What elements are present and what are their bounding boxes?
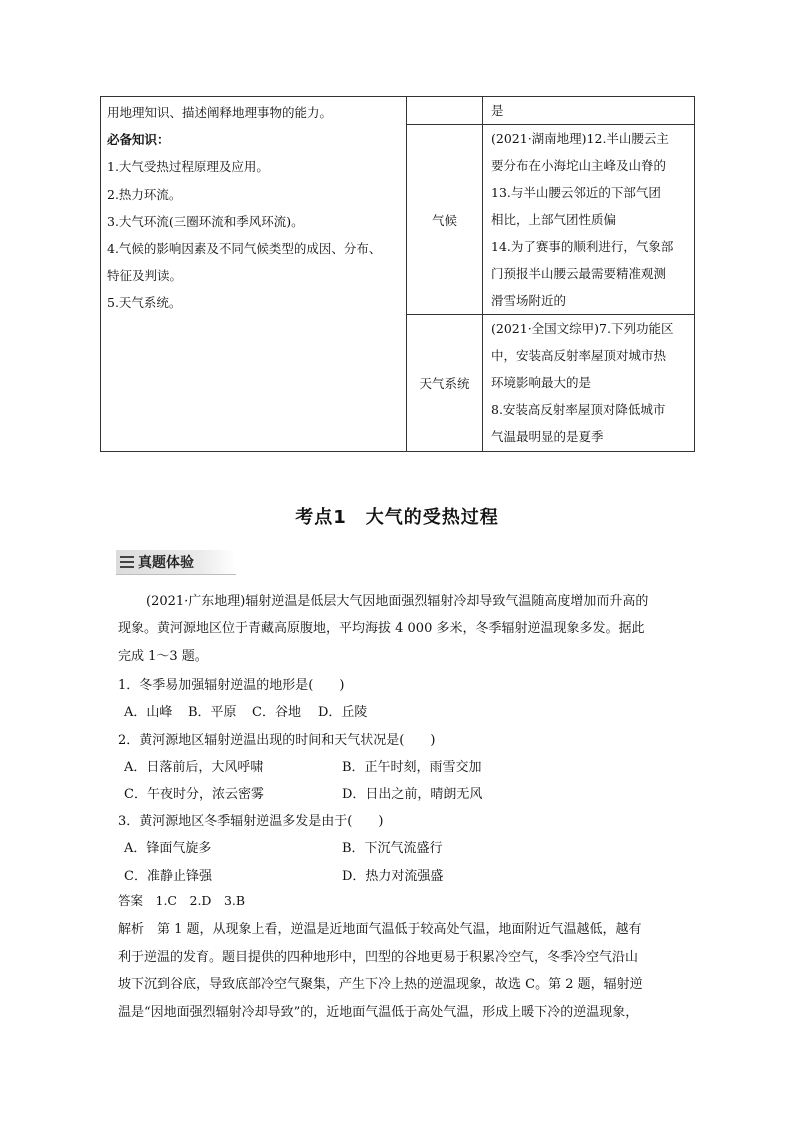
section-banner <box>116 550 236 575</box>
requirement-line: 2.热力环流。 <box>107 186 182 202</box>
intro-line: 现象。黄河源地区位于青藏高原腹地，平均海拔 4 000 多米，冬季辐射逆温现象多发。据此 <box>118 621 645 636</box>
exam-cell <box>483 97 695 125</box>
analysis-line: 解析 第 1 题，从现象上看，逆温是近地面气温低于较高处气温，地面附近气温越低，越有 <box>118 922 642 937</box>
requirement-line: 3.大气环流(三圈环流和季风环流)。 <box>107 213 304 229</box>
intro-line: (2021·广东地理)辐射逆温是低层大气因地面强烈辐射冷却导致气温随高度增加而升高的 <box>146 594 649 609</box>
analysis-line: 温是“因地面强烈辐射冷却导致”的，近地面气温低于高处气温，形成上暖下冷的逆温现象， <box>118 1005 639 1020</box>
exam-line: (2021·湖南地理)12.半山腰云主 <box>491 131 669 146</box>
answer-line: 答案 1.C 2.D 3.B <box>118 893 246 908</box>
exam-line: 门预报半山腰云最需要精准观测 <box>491 266 667 281</box>
exam-line: 相比，上部气团性质偏 <box>491 212 617 227</box>
option: B．下沉气流盛行 <box>342 841 443 856</box>
exam-cell <box>483 125 695 315</box>
exam-line: 是 <box>491 103 504 118</box>
analysis-line: 坡下沉到谷底，导致底部冷空气聚集，产生下冷上热的逆温现象，故选 C。第 2 题，辐射逆 <box>118 977 643 992</box>
requirement-line: 1.大气受热过程原理及应用。 <box>107 159 269 175</box>
requirement-line: 5.天气系统。 <box>107 295 182 311</box>
option: D．日出之前，晴朗无风 <box>342 787 483 802</box>
option: B．平原 <box>188 705 237 720</box>
requirement-line: 4.气候的影响因素及不同气候类型的成因、分布、 <box>107 241 382 257</box>
banner-label: 真题体验 <box>138 555 194 571</box>
option: B．正午时刻，雨雪交加 <box>342 760 482 775</box>
option: A．日落前后，大风呼啸 <box>124 760 264 775</box>
exam-line: 8.安装高反射率屋顶对降低城市 <box>491 402 666 417</box>
option: C．准静止锋强 <box>124 869 212 884</box>
option: D．丘陵 <box>318 705 368 720</box>
requirements-cell <box>101 97 407 452</box>
option: A．锋面气旋多 <box>124 841 212 856</box>
intro-line: 完成 1～3 题。 <box>118 649 208 664</box>
exam-line: 中，安装高反射率屋顶对城市热 <box>491 348 667 363</box>
exam-line: 14.为了赛事的顺利进行，气象部 <box>491 239 674 254</box>
section-title: 考点1 大气的受热过程 <box>295 507 499 528</box>
exam-line: 13.与半山腰云邻近的下部气团 <box>491 185 661 200</box>
question-stem: 1．冬季易加强辐射逆温的地形是( ) <box>118 678 345 693</box>
requirement-line: 用地理知识、描述阐释地理事物的能力。 <box>107 105 333 120</box>
requirement-line: 特征及判读。 <box>107 268 183 284</box>
exam-line: 环境影响最大的是 <box>491 375 592 390</box>
question-stem: 2．黄河源地区辐射逆温出现的时间和天气状况是( ) <box>118 733 436 748</box>
category-cell-climate: 气候 <box>407 125 483 315</box>
option: C．谷地 <box>252 705 301 720</box>
option: D．热力对流强盛 <box>342 869 444 884</box>
document-lines-icon <box>120 556 134 568</box>
category-cell <box>407 97 483 125</box>
exam-line: 滑雪场附近的 <box>491 293 567 308</box>
requirement-line: 必备知识： <box>107 132 170 148</box>
exam-line: 气温最明显的是夏季 <box>491 429 604 444</box>
option: A．山峰 <box>124 705 173 720</box>
exam-cell <box>483 315 695 452</box>
analysis-line: 利于逆温的发育。题目提供的四种地形中，凹型的谷地更易于积累冷空气，冬季冷空气沿山 <box>118 950 639 965</box>
category-cell-weather: 天气系统 <box>407 315 483 452</box>
syllabus-table <box>100 96 695 452</box>
question-stem: 3．黄河源地区冬季辐射逆温多发是由于( ) <box>118 814 384 829</box>
exam-line: 要分布在小海坨山主峰及山脊的 <box>491 158 667 173</box>
exam-line: (2021·全国文综甲)7.下列功能区 <box>491 321 674 336</box>
option: C．午夜时分，浓云密雾 <box>124 787 264 802</box>
